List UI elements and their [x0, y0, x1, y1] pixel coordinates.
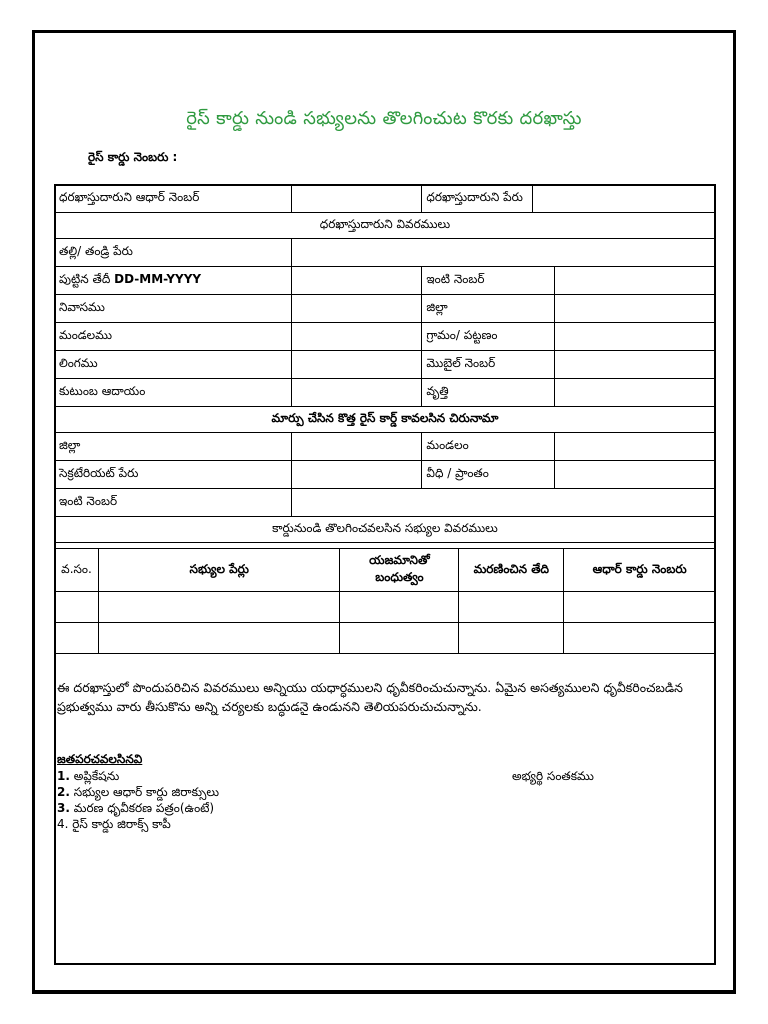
members-heading: కార్డునుండి తొలగించవలసిన సభ్యుల వివరములు — [55, 517, 716, 543]
table-row — [55, 623, 716, 654]
gender-field[interactable] — [291, 351, 422, 379]
gender-label: లింగము — [55, 351, 292, 379]
member-name-cell[interactable] — [98, 592, 340, 623]
col-death-date-header: మరణించిన తేది — [459, 549, 564, 592]
member-name-cell[interactable] — [98, 623, 340, 654]
mobile-label: మొబైల్ నెంబర్ — [422, 351, 555, 379]
income-field[interactable] — [291, 379, 422, 407]
col-aadhaar-header: ఆధార్ కార్డు నెంబరు — [564, 549, 716, 592]
col-member-name-header: సభ్యుల పేర్లు — [98, 549, 340, 592]
dob-field[interactable] — [291, 267, 422, 295]
list-item: 3. మరణ ధృవీకరణ పత్రం(ఉంటే) — [57, 801, 215, 815]
district-field[interactable] — [555, 295, 716, 323]
relation-cell[interactable] — [340, 623, 459, 654]
address-district-field[interactable] — [291, 433, 422, 461]
serial-cell[interactable] — [55, 592, 99, 623]
dob-prefix: పుట్టిన తేదీ — [59, 272, 111, 286]
death-date-cell[interactable] — [459, 592, 564, 623]
house-no-label: ఇంటి నెంబర్ — [422, 267, 555, 295]
applicant-details-table — [54, 184, 716, 543]
mandal-field[interactable] — [291, 323, 422, 351]
parent-name-field[interactable] — [291, 239, 715, 267]
address-mandal-label: మండలం — [422, 433, 555, 461]
village-label: గ్రామం/ పట్టణం — [422, 323, 555, 351]
mandal-label: మండలము — [55, 323, 292, 351]
serial-cell[interactable] — [55, 623, 99, 654]
dob-format: DD-MM-YYYY — [114, 272, 202, 286]
house-no-field[interactable] — [555, 267, 716, 295]
death-date-cell[interactable] — [459, 623, 564, 654]
table-row — [55, 592, 716, 623]
applicant-details-heading: ధరఖాస్తుదారుని వివరములు — [55, 213, 716, 239]
address-house-no-label: ఇంటి నెంబర్ — [55, 489, 292, 517]
list-item: 4. రైస్ కార్డు జిరాక్స్ కాపీ — [57, 817, 171, 831]
mobile-field[interactable] — [555, 351, 716, 379]
dob-label — [55, 267, 292, 295]
aadhaar-cell[interactable] — [564, 592, 716, 623]
relation-cell[interactable] — [340, 592, 459, 623]
street-label: వీధి / ప్రాంతం — [422, 461, 555, 489]
rice-card-number-label: రైస్ కార్డు నెంబరు : — [88, 150, 178, 164]
income-label: కుటుంబ ఆదాయం — [55, 379, 292, 407]
residence-label: నివాసము — [55, 295, 292, 323]
parent-name-label: తల్లి/ తండ్రి పేరు — [55, 239, 292, 267]
list-item: 1. అప్లికేషను — [57, 769, 120, 783]
aadhaar-label: ధరఖాస్తుదారుని ఆధార్ నెంబర్ — [55, 185, 292, 213]
district-label: జిల్లా — [422, 295, 555, 323]
col-serial-header: వ.సం. — [55, 549, 99, 592]
enclosures-list — [57, 768, 219, 832]
address-district-label: జిల్లా — [55, 433, 292, 461]
residence-field[interactable] — [291, 295, 422, 323]
col-relation-header: యజమానితో బంధుత్వం — [340, 549, 459, 592]
declaration-text: ఈ దరఖాస్తులో పొందుపరిచిన వివరములు అన్నియు యధార్ధములని ధృవీకరించుచున్నాను. ఏమైన అసత్యములని ధృవీకరించబడిన ప్రభుత్వము వారు తీసుకొను అన్ని చర్యలకు బద్ధుడనై ఉండునని తెలియపరుచుచున్నాను. — [57, 680, 683, 714]
secretariat-label: సెక్రటేరియట్ పేరు — [55, 461, 292, 489]
form-title: రైస్ కార్డు నుండి సభ్యులను తొలగించుట కొరకు దరఖాస్తు — [186, 108, 582, 129]
occupation-field[interactable] — [555, 379, 716, 407]
list-item: 2. సభ్యుల ఆధార్ కార్డు జిరాక్సులు — [57, 785, 220, 799]
applicant-signature-label: అభ్యర్థి సంతకము — [512, 769, 594, 783]
members-table — [54, 548, 716, 654]
enclosures-title: జతపరచవలసినవి — [57, 752, 143, 766]
applicant-name-label: ధరఖాస్తుదారుని పేరు — [422, 185, 533, 213]
address-mandal-field[interactable] — [555, 433, 716, 461]
aadhaar-field[interactable] — [291, 185, 422, 213]
village-field[interactable] — [555, 323, 716, 351]
new-address-heading: మార్పు చేసిన కొత్త రైస్ కార్డ్ కావలసిన చిరునామా — [55, 407, 716, 433]
aadhaar-cell[interactable] — [564, 623, 716, 654]
applicant-name-field[interactable] — [533, 185, 716, 213]
street-field[interactable] — [555, 461, 716, 489]
secretariat-field[interactable] — [291, 461, 422, 489]
occupation-label: వృత్తి — [422, 379, 555, 407]
address-house-no-field[interactable] — [291, 489, 715, 517]
